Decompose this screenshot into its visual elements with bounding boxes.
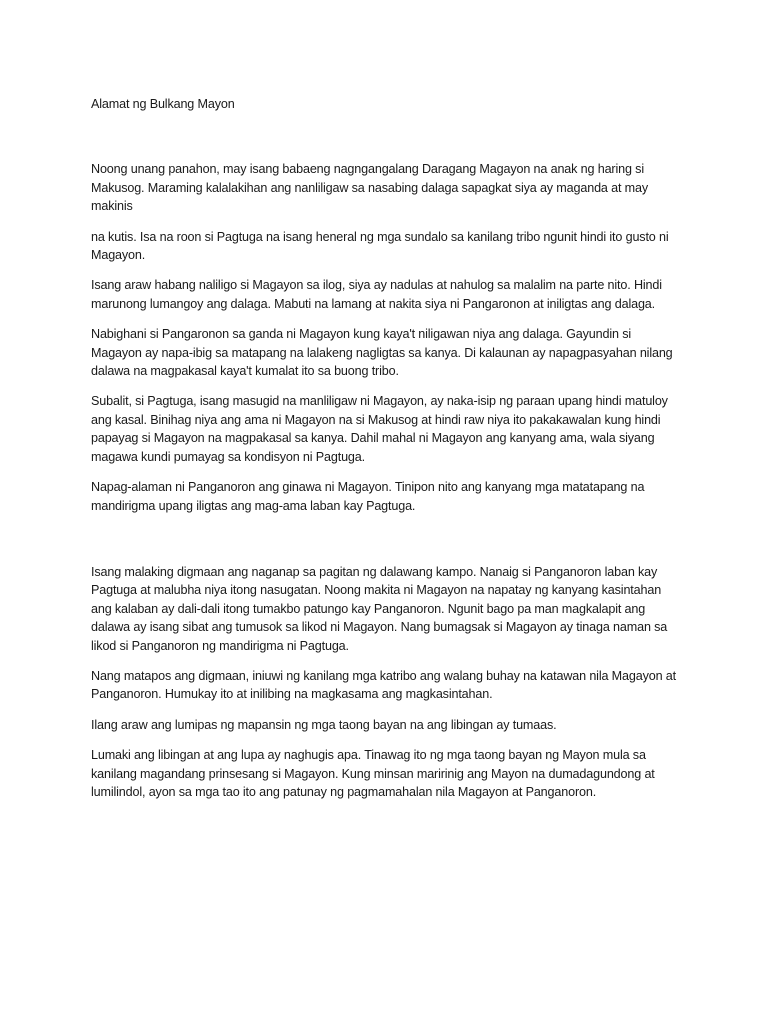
document-body — [91, 95, 681, 813]
paragraph-5: Subalit, si Pagtuga, isang masugid na manliligaw ni Magayon, ay naka-isip ng paraan upang hindi matuloy ang kasal. Binihag niya ang ama ni Magayon na si Makusog at hindi raw niya ito pakakawalan kung hindi papayag si Magayon na magpakasal sa kanya. Dahil mahal ni Magayon ang kanyang ama, wala siyang magawa kundi pumayag sa kondisyon ni Pagtuga. — [91, 394, 668, 464]
paragraph-3: Isang araw habang naliligo si Magayon sa ilog, siya ay nadulas at nahulog sa malalim na parte nito. Hindi marunong lumangoy ang dalaga. Mabuti na lamang at nakita siya ni Pangaronon at iniligtas ang dalaga. — [91, 278, 662, 311]
paragraph-9: Ilang araw ang lumipas ng mapansin ng mga taong bayan na ang libingan ay tumaas. — [91, 717, 557, 732]
paragraph-7: Isang malaking digmaan ang naganap sa pagitan ng dalawang kampo. Nanaig si Panganoron laban kay Pagtuga at malubha niya itong nasugatan. Noong makita ni Magayon na napatay ng kanyang kasintahan ang kalaban ay dali-dali itong tumakbo patungo kay Panganoron. Ngunit bago pa man magkalapit ang dalawa ay isang sibat ang tumusok sa likod ni Magayon. Nang bumagsak si Magayon ay tinaga naman sa likod si Panganoron ng mandirigma ni Pagtuga. — [91, 564, 668, 653]
paragraph-4: Nabighani si Pangaronon sa ganda ni Magayon kung kaya't niligawan niya ang dalaga. Gayundin si Magayon ay napa-ibig sa matapang na lalakeng nagligtas sa kanya. Di kalaunan ay napagpasyahan nilang dalawa na magpakasal kaya't kumalat ito sa buong tribo. — [91, 327, 673, 379]
paragraph-1: Noong unang panahon, may isang babaeng nagngangalang Daragang Magayon na anak ng haring si Makusog. Maraming kalalakihan ang nanliligaw sa nasabing dalaga sapagkat siya ay maganda at may makinis — [91, 162, 649, 214]
paragraph-8: Nang matapos ang digmaan, iniuwi ng kanilang mga katribo ang walang buhay na katawan nila Magayon at Panganoron. Humukay ito at inilibing na magkasama ang magkasintahan. — [91, 668, 676, 702]
document-title: Alamat ng Bulkang Mayon — [91, 97, 235, 111]
paragraph-10: Lumaki ang libingan at ang lupa ay naghugis apa. Tinawag ito ng mga taong bayan ng Mayon mula sa kanilang magandang prinsesang si Magayon. Kung minsan maririnig ang Mayon na dumadagundong at lumilindol, ayon sa mga tao ito ang patunay ng pagmamahalan nila Magayon at Panganoron. — [91, 748, 655, 799]
paragraph-2: na kutis. Isa na roon si Pagtuga na isang heneral ng mga sundalo sa kanilang tribo ngunit hindi ito gusto ni Magayon. — [91, 229, 669, 263]
paragraph-6: Napag-alaman ni Panganoron ang ginawa ni Magayon. Tinipon nito ang kanyang mga matatapang na mandirigma upang iligtas ang mag-ama laban kay Pagtuga. — [91, 480, 645, 513]
